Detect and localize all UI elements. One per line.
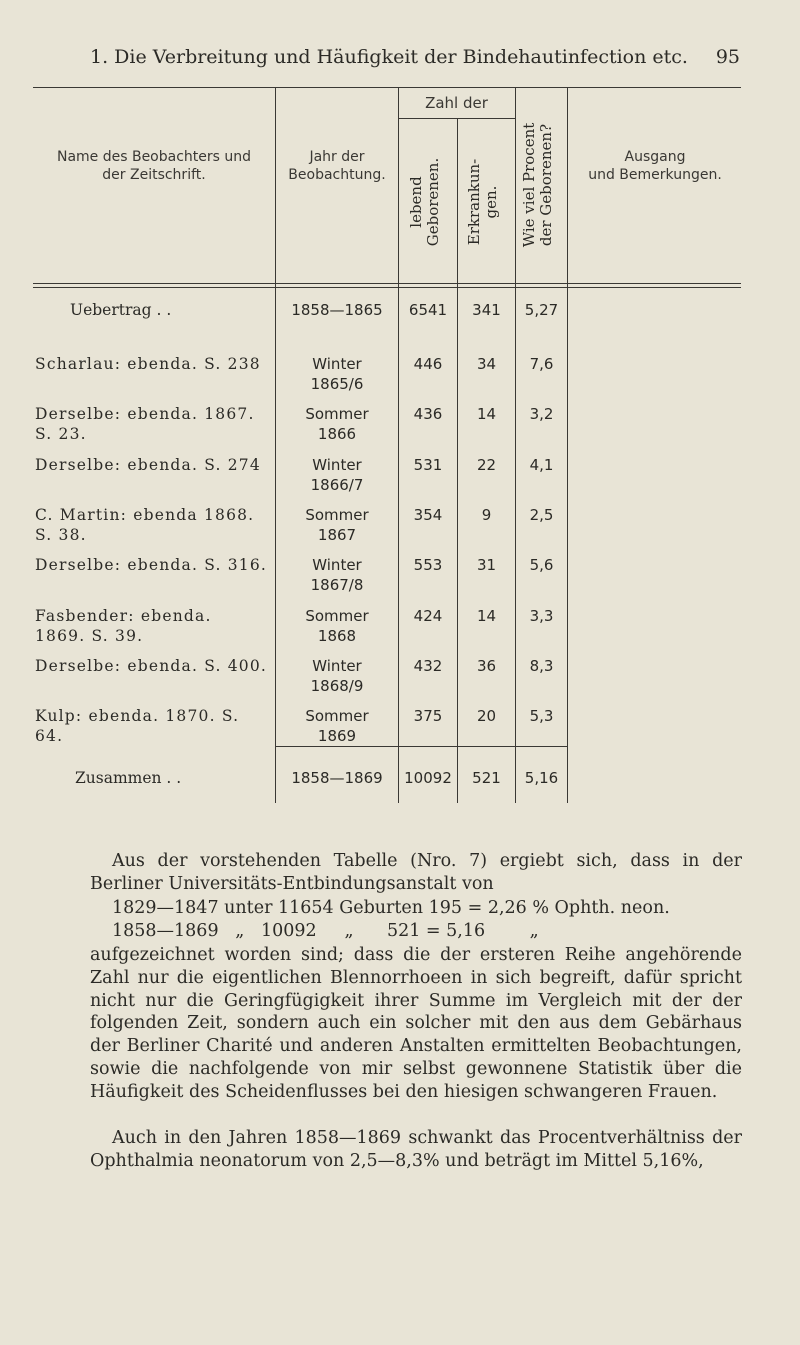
paragraph-conclusion: Auch in den Jahren 1858—1869 schwankt das Procentverhältniss der Ophthalmia neonatorum von 2,5—8,3% und beträgt im Mittel 5,16%, (90, 1128, 742, 1171)
sick-value: 14 (476, 405, 497, 423)
observer-name: Derselbe: ebenda. S. 316. (35, 556, 268, 574)
observation-year: Sommer 1868 (305, 607, 369, 645)
table-top-rule (33, 87, 741, 88)
percent-value: 5,6 (529, 556, 554, 574)
observer-name: C. Martin: ebenda 1868. S. 38. (35, 506, 255, 544)
total-percent: 5,16 (524, 769, 559, 787)
sick-value: 36 (476, 657, 497, 675)
observation-year: Sommer 1866 (305, 405, 369, 443)
total-rule (275, 746, 567, 747)
header-remarks: Ausgang und Bemerkungen. (588, 149, 722, 183)
observer-name: Kulp: ebenda. 1870. S. 64. (35, 707, 240, 745)
header-births: lebend Geborenen. (407, 157, 442, 247)
header-name: Name des Beobachters und der Zeitschrift. (56, 149, 252, 183)
observer-name: Derselbe: ebenda. S. 274 (35, 456, 261, 474)
total-year: 1858—1869 (291, 769, 383, 787)
sick-value: 22 (476, 456, 497, 474)
observer-name: Derselbe: ebenda. S. 400. (35, 657, 268, 675)
carry-births: 6541 (408, 301, 448, 319)
sick-value: 31 (476, 556, 497, 574)
sick-value: 20 (476, 707, 497, 725)
births-value: 531 (413, 456, 443, 474)
percent-value: 7,6 (529, 355, 554, 373)
carry-sick: 341 (472, 301, 501, 319)
births-value: 375 (413, 707, 443, 725)
sick-value: 9 (481, 506, 492, 524)
carry-year: 1858—1865 (291, 301, 383, 319)
paragraph-intro: Aus der vorstehenden Tabelle (Nro. 7) ergiebt sich, dass in der Berliner Universitäts-Entbindungsanstalt von (90, 851, 742, 894)
observation-year: Winter 1866/7 (310, 456, 364, 494)
formula-line-1: 1829—1847 unter 11654 Geburten 195 = 2,26 % Ophth. neon. (112, 898, 670, 918)
header-sick: Erkrankun- gen. (465, 158, 500, 246)
observation-year: Sommer 1869 (305, 707, 369, 745)
births-value: 446 (413, 355, 443, 373)
births-value: 354 (413, 506, 443, 524)
sick-value: 14 (476, 607, 497, 625)
total-births: 10092 (404, 769, 452, 787)
header-rule-1 (33, 283, 741, 284)
observation-year: Winter 1865/6 (310, 355, 364, 393)
header-rule-2 (33, 287, 741, 288)
total-sick: 521 (472, 769, 501, 787)
observation-year: Winter 1868/9 (310, 657, 364, 695)
observer-name: Fasbender: ebenda. 1869. S. 39. (35, 607, 212, 645)
births-value: 436 (413, 405, 443, 423)
percent-value: 3,2 (529, 405, 554, 423)
page-number: 95 (715, 46, 740, 68)
paragraph-body: aufgezeichnet worden sind; dass die der ersteren Reihe angehörende Zahl nur die eigentlichen Blennorrhoeen in sich begreift, dafür spricht nicht nur die Geringfügigkeit ihrer Summe im Vergleich mit der der folgenden Zeit, sondern auch ein solcher mit den aus dem Gebärhaus der Berliner Charité und anderen Anstalten ermittelten Beobachtungen, sowie die nachfolgende von mir selbst gewonnene Statistik über die Häufigkeit des Scheidenflusses bei den hiesigen schwangeren Frauen. (90, 945, 742, 1102)
percent-value: 4,1 (529, 456, 554, 474)
births-value: 553 (413, 556, 443, 574)
header-percent: Wie viel Procent der Geborenen? (520, 122, 555, 248)
running-head (90, 46, 740, 76)
carry-percent: 5,27 (524, 301, 559, 319)
observation-year: Winter 1867/8 (310, 556, 364, 594)
header-zahl-der: Zahl der (425, 94, 488, 112)
formula-line-2: 1858—1869 „ 10092 „ 521 = 5,16 „ (112, 921, 539, 941)
observer-name: Derselbe: ebenda. 1867. S. 23. (35, 405, 255, 443)
percent-value: 2,5 (529, 506, 554, 524)
births-value: 424 (413, 607, 443, 625)
observation-year: Sommer 1867 (305, 506, 369, 544)
percent-value: 8,3 (529, 657, 554, 675)
births-value: 432 (413, 657, 443, 675)
running-title: 1. Die Verbreitung und Häufigkeit der Bindehautinfection etc. (90, 46, 688, 68)
col-rule-births (398, 87, 399, 803)
observer-name: Scharlau: ebenda. S. 238 (35, 355, 261, 373)
carry-label: Uebertrag . . (70, 301, 172, 319)
percent-value: 3,3 (529, 607, 554, 625)
header-year: Jahr der Beobachtung. (288, 149, 386, 183)
percent-value: 5,3 (529, 707, 554, 725)
col-rule-percent (515, 87, 516, 803)
sick-value: 34 (476, 355, 497, 373)
col-rule-remarks (567, 87, 568, 803)
total-label: Zusammen . . (75, 769, 182, 787)
